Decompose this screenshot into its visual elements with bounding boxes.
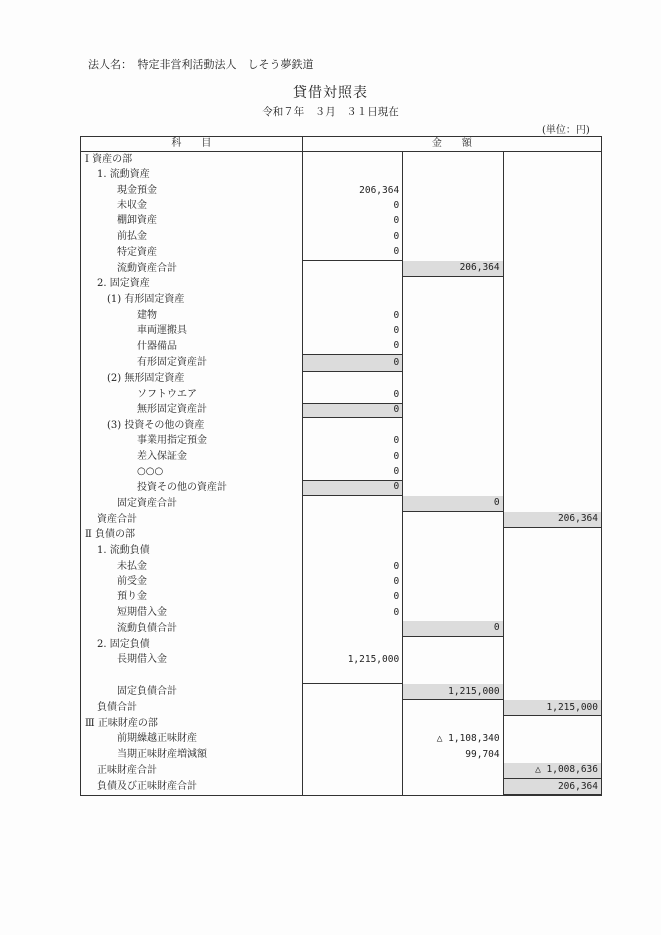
account-cell: (1) 有形固定資産 bbox=[81, 292, 303, 307]
amount-subtotal-cell bbox=[403, 245, 503, 261]
amount-detail-cell bbox=[302, 763, 402, 779]
amount-subtotal-cell bbox=[403, 308, 503, 323]
table-row bbox=[81, 747, 602, 762]
amount-detail-cell bbox=[302, 700, 402, 716]
account-cell: 未払金 bbox=[81, 559, 303, 574]
account-cell: 建物 bbox=[81, 308, 303, 323]
amount-detail-cell: 0 bbox=[302, 214, 402, 229]
amount-detail-cell: 0 bbox=[302, 590, 402, 605]
amount-detail-cell: 0 bbox=[302, 559, 402, 574]
table-row bbox=[81, 449, 602, 464]
amount-detail-cell: 0 bbox=[302, 323, 402, 338]
amount-subtotal-cell: 0 bbox=[403, 621, 503, 637]
amount-detail-cell: 0 bbox=[302, 245, 402, 261]
amount-total-cell bbox=[503, 355, 601, 371]
table-row bbox=[81, 512, 602, 528]
amount-subtotal-cell bbox=[403, 449, 503, 464]
amount-detail-cell bbox=[302, 747, 402, 762]
amount-total-cell bbox=[503, 747, 601, 762]
amount-total-cell bbox=[503, 684, 601, 700]
account-column-header: 科 目 bbox=[81, 137, 303, 152]
amount-detail-cell: 0 bbox=[302, 355, 402, 371]
amount-total-cell bbox=[503, 653, 601, 668]
account-cell: 流動資産合計 bbox=[81, 261, 303, 277]
amount-subtotal-cell bbox=[403, 229, 503, 244]
account-cell: 差入保証金 bbox=[81, 449, 303, 464]
account-cell: 1. 流動資産 bbox=[81, 167, 303, 182]
table-row bbox=[81, 464, 602, 479]
amount-detail-cell bbox=[302, 543, 402, 558]
corporation-name: 特定非営利活動法人 しそう夢鉄道 bbox=[137, 58, 314, 71]
amount-total-cell bbox=[503, 480, 601, 496]
table-row bbox=[81, 277, 602, 293]
amount-total-cell bbox=[503, 621, 601, 637]
account-cell: Ⅰ 資産の部 bbox=[81, 152, 303, 168]
amount-total-cell bbox=[503, 339, 601, 355]
amount-total-cell: △ 1,008,636 bbox=[503, 763, 601, 779]
account-cell: 特定資産 bbox=[81, 245, 303, 261]
table-row bbox=[81, 371, 602, 387]
amount-subtotal-cell bbox=[403, 763, 503, 779]
amount-subtotal-cell bbox=[403, 528, 503, 544]
amount-detail-cell bbox=[302, 292, 402, 307]
amount-subtotal-cell bbox=[403, 512, 503, 528]
account-cell: (3) 投資その他の資産 bbox=[81, 418, 303, 433]
amount-total-cell bbox=[503, 464, 601, 479]
amount-subtotal-cell bbox=[403, 371, 503, 387]
account-cell: 負債及び正味財産合計 bbox=[81, 779, 303, 796]
table-row bbox=[81, 590, 602, 605]
amount-subtotal-cell bbox=[403, 543, 503, 558]
amount-subtotal-cell bbox=[403, 668, 503, 684]
amount-total-cell bbox=[503, 496, 601, 512]
amount-total-cell bbox=[503, 229, 601, 244]
amount-detail-cell bbox=[302, 716, 402, 732]
account-cell: 前受金 bbox=[81, 574, 303, 589]
amount-detail-cell bbox=[302, 496, 402, 512]
account-cell: 未収金 bbox=[81, 198, 303, 213]
table-row bbox=[81, 229, 602, 244]
amount-detail-cell: 0 bbox=[302, 605, 402, 620]
balance-sheet-table bbox=[80, 136, 602, 796]
account-cell: 什器備品 bbox=[81, 339, 303, 355]
amount-detail-cell bbox=[302, 418, 402, 433]
table-row bbox=[81, 198, 602, 213]
amount-total-cell bbox=[503, 559, 601, 574]
as-of-date: 令和７年 ３月 ３１日現在 bbox=[262, 106, 399, 118]
amount-detail-cell bbox=[302, 167, 402, 182]
table-row bbox=[81, 480, 602, 496]
account-cell: 前払金 bbox=[81, 229, 303, 244]
amount-detail-cell: 0 bbox=[302, 574, 402, 589]
amount-total-cell bbox=[503, 371, 601, 387]
amount-subtotal-cell bbox=[403, 152, 503, 168]
amount-detail-cell: 0 bbox=[302, 229, 402, 244]
amount-subtotal-cell bbox=[403, 574, 503, 589]
amount-subtotal-cell bbox=[403, 277, 503, 293]
table-row bbox=[81, 418, 602, 433]
unit-label: (単位：円) bbox=[542, 125, 590, 136]
account-cell: 長期借入金 bbox=[81, 653, 303, 668]
table-row bbox=[81, 245, 602, 261]
amount-total-cell: 206,364 bbox=[503, 779, 601, 796]
account-cell: 負債合計 bbox=[81, 700, 303, 716]
amount-total-cell bbox=[503, 433, 601, 448]
account-cell: 2. 固定資産 bbox=[81, 277, 303, 293]
amount-detail-cell bbox=[302, 261, 402, 277]
account-cell: 資産合計 bbox=[81, 512, 303, 528]
amount-total-cell bbox=[503, 605, 601, 620]
amount-detail-cell: 0 bbox=[302, 433, 402, 448]
amount-total-cell bbox=[503, 449, 601, 464]
table-row bbox=[81, 779, 602, 796]
amount-total-cell bbox=[503, 387, 601, 402]
table-row bbox=[81, 433, 602, 448]
table-row bbox=[81, 292, 602, 307]
amount-detail-cell bbox=[302, 779, 402, 796]
corporation-label: 法人名： bbox=[88, 58, 127, 71]
amount-subtotal-cell bbox=[403, 183, 503, 198]
amount-detail-cell bbox=[302, 152, 402, 168]
amount-total-cell bbox=[503, 528, 601, 544]
table-row bbox=[81, 716, 602, 732]
account-cell: ○○○ bbox=[81, 464, 303, 479]
account-cell: Ⅲ 正味財産の部 bbox=[81, 716, 303, 732]
amount-subtotal-cell bbox=[403, 433, 503, 448]
account-cell: 現金預金 bbox=[81, 183, 303, 198]
amount-total-cell bbox=[503, 668, 601, 684]
table-row bbox=[81, 214, 602, 229]
amount-subtotal-cell bbox=[403, 403, 503, 418]
amount-total-cell bbox=[503, 261, 601, 277]
table-row bbox=[81, 183, 602, 198]
amount-subtotal-cell bbox=[403, 779, 503, 796]
amount-total-cell bbox=[503, 308, 601, 323]
amount-detail-cell: 206,364 bbox=[302, 183, 402, 198]
amount-subtotal-cell bbox=[403, 339, 503, 355]
amount-subtotal-cell bbox=[403, 559, 503, 574]
amount-subtotal-cell bbox=[403, 214, 503, 229]
account-cell: 有形固定資産計 bbox=[81, 355, 303, 371]
table-row bbox=[81, 323, 602, 338]
amount-detail-cell bbox=[302, 277, 402, 293]
table-row bbox=[81, 543, 602, 558]
amount-detail-cell: 0 bbox=[302, 387, 402, 402]
amount-subtotal-cell bbox=[403, 323, 503, 338]
amount-subtotal-cell bbox=[403, 653, 503, 668]
amount-detail-cell: 0 bbox=[302, 403, 402, 418]
amount-detail-cell: 0 bbox=[302, 464, 402, 479]
amount-subtotal-cell bbox=[403, 605, 503, 620]
amount-subtotal-cell bbox=[403, 464, 503, 479]
table-header-row bbox=[81, 137, 602, 152]
amount-subtotal-cell bbox=[403, 716, 503, 732]
table-row bbox=[81, 763, 602, 779]
amount-subtotal-cell: △ 1,108,340 bbox=[403, 732, 503, 747]
amount-detail-cell bbox=[302, 528, 402, 544]
account-cell: 1. 流動負債 bbox=[81, 543, 303, 558]
table-row bbox=[81, 668, 602, 684]
amount-subtotal-cell bbox=[403, 418, 503, 433]
account-cell: 正味財産合計 bbox=[81, 763, 303, 779]
table-row bbox=[81, 152, 602, 168]
account-cell: 無形固定資産計 bbox=[81, 403, 303, 418]
amount-total-cell: 206,364 bbox=[503, 512, 601, 528]
account-cell: (2) 無形固定資産 bbox=[81, 371, 303, 387]
amount-total-cell bbox=[503, 543, 601, 558]
amount-total-cell bbox=[503, 152, 601, 168]
amount-total-cell bbox=[503, 716, 601, 732]
account-cell bbox=[81, 668, 303, 684]
amount-subtotal-cell bbox=[403, 355, 503, 371]
amount-subtotal-cell: 1,215,000 bbox=[403, 684, 503, 700]
amount-subtotal-cell: 0 bbox=[403, 496, 503, 512]
corporation-name-line bbox=[88, 56, 314, 72]
table-row bbox=[81, 700, 602, 716]
table-row bbox=[81, 732, 602, 747]
table-row bbox=[81, 605, 602, 620]
amount-subtotal-cell: 206,364 bbox=[403, 261, 503, 277]
amount-total-cell bbox=[503, 403, 601, 418]
amount-detail-cell: 0 bbox=[302, 449, 402, 464]
account-cell: ソフトウエア bbox=[81, 387, 303, 402]
table-row bbox=[81, 355, 602, 371]
table-row bbox=[81, 496, 602, 512]
amount-detail-cell bbox=[302, 684, 402, 700]
amount-subtotal-cell: 99,704 bbox=[403, 747, 503, 762]
amount-subtotal-cell bbox=[403, 700, 503, 716]
account-cell: 当期正味財産増減額 bbox=[81, 747, 303, 762]
amount-total-cell bbox=[503, 574, 601, 589]
amount-subtotal-cell bbox=[403, 198, 503, 213]
table-row bbox=[81, 167, 602, 182]
amount-total-cell bbox=[503, 198, 601, 213]
amount-subtotal-cell bbox=[403, 637, 503, 653]
table-row bbox=[81, 308, 602, 323]
table-row bbox=[81, 339, 602, 355]
amount-detail-cell: 1,215,000 bbox=[302, 653, 402, 668]
amount-detail-cell bbox=[302, 637, 402, 653]
amount-detail-cell bbox=[302, 371, 402, 387]
amount-total-cell bbox=[503, 418, 601, 433]
amount-total-cell bbox=[503, 732, 601, 747]
amount-detail-cell bbox=[302, 621, 402, 637]
amount-subtotal-cell bbox=[403, 167, 503, 182]
amount-subtotal-cell bbox=[403, 480, 503, 496]
account-cell: 短期借入金 bbox=[81, 605, 303, 620]
table-row bbox=[81, 403, 602, 418]
account-cell: 固定資産合計 bbox=[81, 496, 303, 512]
amount-detail-cell: 0 bbox=[302, 339, 402, 355]
amount-detail-cell: 0 bbox=[302, 480, 402, 496]
table-row bbox=[81, 387, 602, 402]
table-row bbox=[81, 559, 602, 574]
table-row bbox=[81, 684, 602, 700]
amount-subtotal-cell bbox=[403, 590, 503, 605]
amount-total-cell bbox=[503, 590, 601, 605]
account-cell: 前期繰越正味財産 bbox=[81, 732, 303, 747]
amount-total-cell bbox=[503, 637, 601, 653]
account-cell: 投資その他の資産計 bbox=[81, 480, 303, 496]
amount-detail-cell bbox=[302, 668, 402, 684]
amount-total-cell bbox=[503, 292, 601, 307]
account-cell: 2. 固定負債 bbox=[81, 637, 303, 653]
account-cell: Ⅱ 負債の部 bbox=[81, 528, 303, 544]
account-cell: 流動負債合計 bbox=[81, 621, 303, 637]
account-cell: 車両運搬具 bbox=[81, 323, 303, 338]
amount-total-cell bbox=[503, 167, 601, 182]
amount-detail-cell: 0 bbox=[302, 198, 402, 213]
amount-detail-cell: 0 bbox=[302, 308, 402, 323]
amount-subtotal-cell bbox=[403, 387, 503, 402]
amount-subtotal-cell bbox=[403, 292, 503, 307]
table-row bbox=[81, 637, 602, 653]
table-row bbox=[81, 621, 602, 637]
table-row bbox=[81, 528, 602, 544]
amount-total-cell bbox=[503, 214, 601, 229]
table-row bbox=[81, 653, 602, 668]
table-row bbox=[81, 261, 602, 277]
amount-total-cell: 1,215,000 bbox=[503, 700, 601, 716]
table-row bbox=[81, 574, 602, 589]
amount-detail-cell bbox=[302, 732, 402, 747]
amount-total-cell bbox=[503, 183, 601, 198]
amount-column-header: 金 額 bbox=[302, 137, 601, 152]
account-cell: 固定負債合計 bbox=[81, 684, 303, 700]
amount-detail-cell bbox=[302, 512, 402, 528]
amount-total-cell bbox=[503, 245, 601, 261]
amount-total-cell bbox=[503, 323, 601, 338]
document-title: 貸借対照表 bbox=[293, 85, 368, 101]
account-cell: 預り金 bbox=[81, 590, 303, 605]
account-cell: 棚卸資産 bbox=[81, 214, 303, 229]
account-cell: 事業用指定預金 bbox=[81, 433, 303, 448]
amount-total-cell bbox=[503, 277, 601, 293]
